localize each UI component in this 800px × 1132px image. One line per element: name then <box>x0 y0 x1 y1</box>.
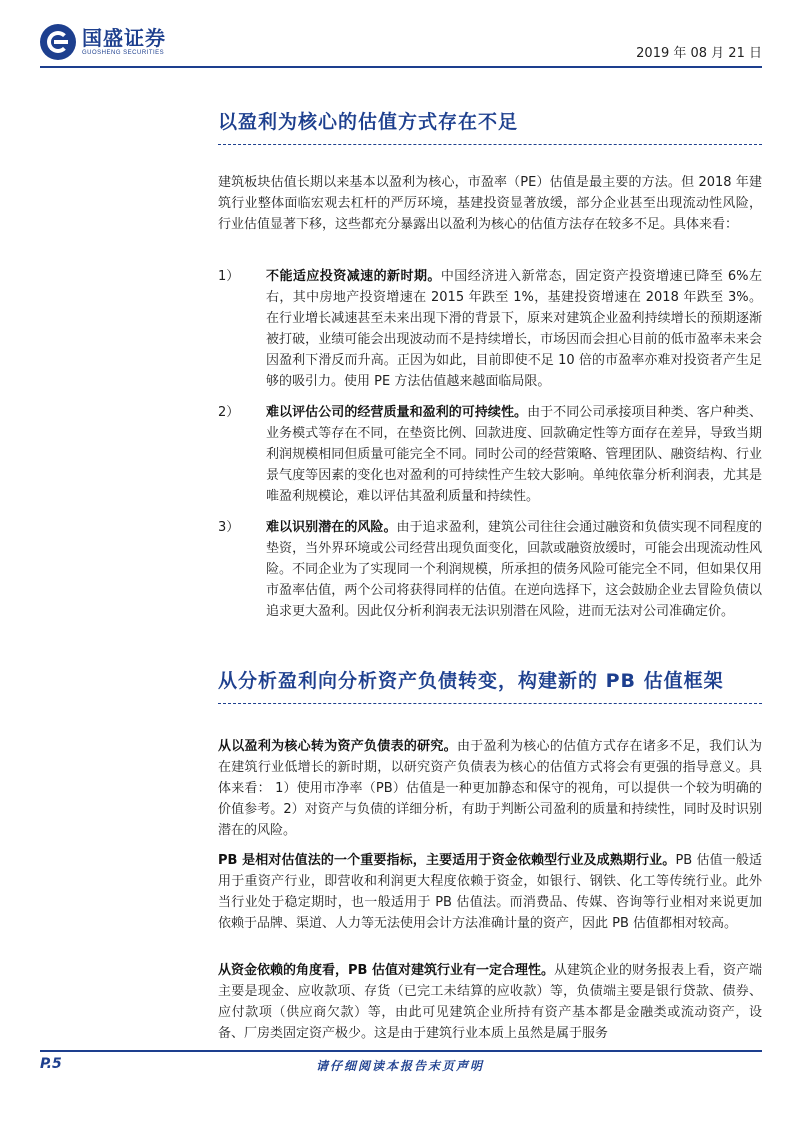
report-date: 2019 年 08 月 21 日 <box>636 46 762 61</box>
section-title-2: 从分析盈利向分析资产负债转变，构建新的 PB 估值框架 <box>218 670 724 692</box>
page-header <box>40 20 762 66</box>
section2-para-3 <box>218 960 762 1044</box>
para-text: PB 估值一般适用于重资产行业，即营收和利润更大程度依赖于资金，如银行、钢铁、化工等传统行业。此外当行业处于稳定期时，也一般适用于 PB 估值法。而消费品、传媒、咨询等行业相对来说更加依赖于品牌、渠道、人力等无法使用会计方法准确计量的资产，因此 PB 估值都相对较高。 <box>218 853 763 931</box>
para-heading: 从以盈利为核心转为资产负债表的研究。 <box>218 739 457 754</box>
logo-name-en: GUOSHENG SECURITIES <box>82 50 165 56</box>
list-item-heading: 不能适应投资减速的新时期。 <box>266 269 441 284</box>
list-item-text: 由于追求盈利，建筑公司往往会通过融资和负债实现不同程度的垫资，当外界环境或公司经营出现负面变化，回款或融资放缓时，可能会出现流动性风险。不同企业为了实现同一个利润规模，所承担的债务风险可能完全不同，但如果仅用市盈率估值，两个公司将获得同样的估值。在逆向选择下，这会鼓励企业去冒险负债以追求更大盈利。因此仅分析利润表无法识别潜在风险，进而无法对公司准确定价。 <box>266 520 762 619</box>
footer-divider <box>40 1050 762 1052</box>
para-heading: 从资金依赖的角度看，PB 估值对建筑行业有一定合理性。 <box>218 963 554 978</box>
company-logo <box>40 24 166 60</box>
list-item-text: 由于不同公司承接项目种类、客户种类、业务模式等存在不同，在垫资比例、回款进度、回款确定性等方面存在差异，导致当期利润规模相同但质量可能完全不同。同时公司的经营策略、管理团队、融资结构、行业景气度等因素的变化也对盈利的可持续性产生较大影响。单纯依靠分析利润表，尤其是唯盈利规模论，难以评估其盈利质量和持续性。 <box>266 405 762 504</box>
section1-intro: 建筑板块估值长期以来基本以盈利为核心，市盈率（PE）估值是最主要的方法。但 2018 年建筑行业整体面临宏观去杠杆的严厉环境，基建投资显著放缓，部分企业甚至出现流动性风险，行业估值显著下移，这些都充分暴露出以盈利为核心的估值方法存在较多不足。具体来看： <box>218 175 762 232</box>
list-item-heading: 难以评估公司的经营质量和盈利的可持续性。 <box>266 405 528 420</box>
section2-para-1 <box>218 736 762 841</box>
list-item-number: 1） <box>218 269 240 284</box>
logo-name-cn: 国盛证券 <box>82 26 166 50</box>
list-item <box>218 402 762 507</box>
section2-para-2 <box>218 850 762 934</box>
section-title-1: 以盈利为核心的估值方式存在不足 <box>218 111 519 133</box>
list-item-number: 3） <box>218 520 240 535</box>
section-rule-2 <box>218 703 762 704</box>
list-item-heading: 难以识别潜在的风险。 <box>266 520 397 535</box>
logo-icon <box>40 24 76 60</box>
footer-disclaimer: 请仔细阅读本报告末页声明 <box>315 1059 484 1073</box>
page-number: P.5 <box>40 1056 62 1072</box>
list-item-text: 中国经济进入新常态，固定资产投资增速已降至 6%左右，其中房地产投资增速在 2015 年跌至 1%，基建投资增速在 2018 年跌至 3%。在行业增长减速甚至未来出现下滑的背景下，原来对建筑企业盈利持续增长的预期逐渐被打破，业绩可能会出现波动而不是持续增长，市场因而会担心目前的低市盈率未来会因盈利下滑反而升高。正因为如此，目前即使不足 10 倍的市盈率亦难对投资者产生足够的吸引力。使用 PE 方法估值越来越面临局限。 <box>266 269 762 389</box>
section-rule-1 <box>218 144 762 145</box>
para-heading: PB 是相对估值法的一个重要指标，主要适用于资金依赖型行业及成熟期行业。 <box>218 853 676 868</box>
list-item-number: 2） <box>218 405 240 420</box>
para-text: 由于盈利为核心的估值方式存在诸多不足，我们认为在建筑行业低增长的新时期，以研究资产负债表为核心的估值方式将会有更强的指导意义。具体来看： 1）使用市净率（PB）估值是一种更加静态和保守的视角，可以提供一个较为明确的价值参考。2）对资产与负债的详细分析，有助于判断公司盈利的质量和持续性，同时及时识别潜在的风险。 <box>218 739 762 838</box>
list-item <box>218 266 762 392</box>
para-text: 从建筑企业的财务报表上看，资产端主要是现金、应收款项、存货（已完工未结算的应收款）等，负债端主要是银行贷款、债券、应付款项（供应商欠款）等，由此可见建筑企业所持有资产基本都是金融类或流动资产，设备、厂房类固定资产极少。这是由于建筑行业本质上虽然是属于服务 <box>218 963 762 1041</box>
list-item <box>218 517 762 622</box>
header-divider <box>40 66 762 68</box>
